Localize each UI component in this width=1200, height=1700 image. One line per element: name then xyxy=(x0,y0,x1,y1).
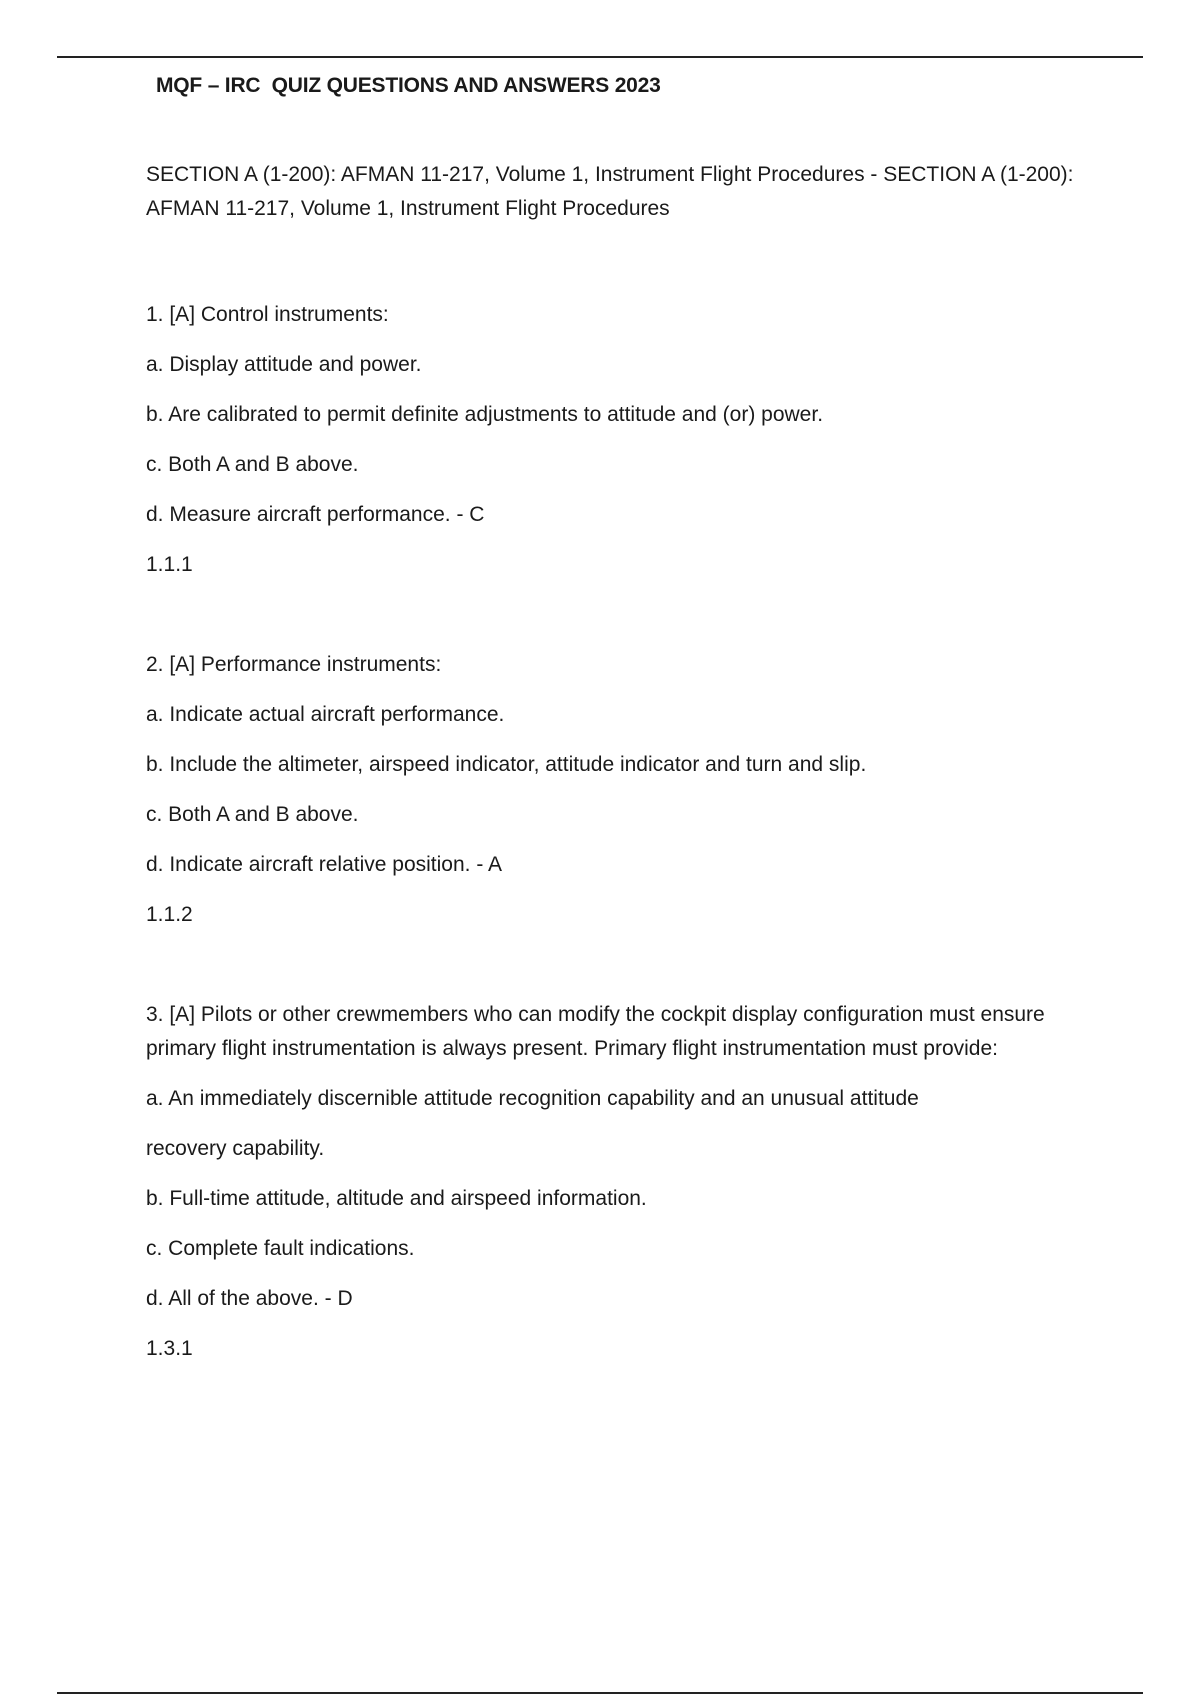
bottom-divider xyxy=(57,1692,1143,1694)
top-divider xyxy=(57,56,1143,58)
answer-option: a. Indicate actual aircraft performance. xyxy=(146,703,505,726)
question-reference: 1.3.1 xyxy=(146,1337,193,1360)
question-block xyxy=(146,298,1086,582)
answer-option: d. Measure aircraft performance. - C xyxy=(146,503,485,526)
answer-option-continuation: recovery capability. xyxy=(146,1137,325,1160)
answer-option: b. Include the altimeter, airspeed indicator, attitude indicator and turn and slip. xyxy=(146,753,867,776)
question-block xyxy=(146,648,1086,932)
answer-option: b. Full-time attitude, altitude and airspeed information. xyxy=(146,1187,647,1210)
answer-option: a. Display attitude and power. xyxy=(146,353,422,376)
answer-option: c. Complete fault indications. xyxy=(146,1237,415,1260)
question-text: 2. [A] Performance instruments: xyxy=(146,653,442,676)
question-text: 3. [A] Pilots or other crewmembers who can modify the cockpit display configuration must ensure primary flight instrumentation is always present. Primary flight instrumentation must provide: xyxy=(146,1003,1045,1060)
document-title: MQF – IRC QUIZ QUESTIONS AND ANSWERS 2023 xyxy=(156,74,661,97)
answer-option: a. An immediately discernible attitude recognition capability and an unusual attitude xyxy=(146,1087,919,1110)
question-reference: 1.1.1 xyxy=(146,553,193,576)
section-heading: SECTION A (1-200): AFMAN 11-217, Volume 1, Instrument Flight Procedures - SECTION A (1-200): AFMAN 11-217, Volume 1, Instrument Flight Procedures xyxy=(146,163,1074,220)
answer-option: d. All of the above. - D xyxy=(146,1287,353,1310)
question-text: 1. [A] Control instruments: xyxy=(146,303,389,326)
document-body xyxy=(146,158,1086,1432)
answer-option: c. Both A and B above. xyxy=(146,453,359,476)
answer-option: b. Are calibrated to permit definite adjustments to attitude and (or) power. xyxy=(146,403,824,426)
question-reference: 1.1.2 xyxy=(146,903,193,926)
answer-option: d. Indicate aircraft relative position. - A xyxy=(146,853,503,876)
question-block xyxy=(146,998,1086,1366)
answer-option: c. Both A and B above. xyxy=(146,803,359,826)
